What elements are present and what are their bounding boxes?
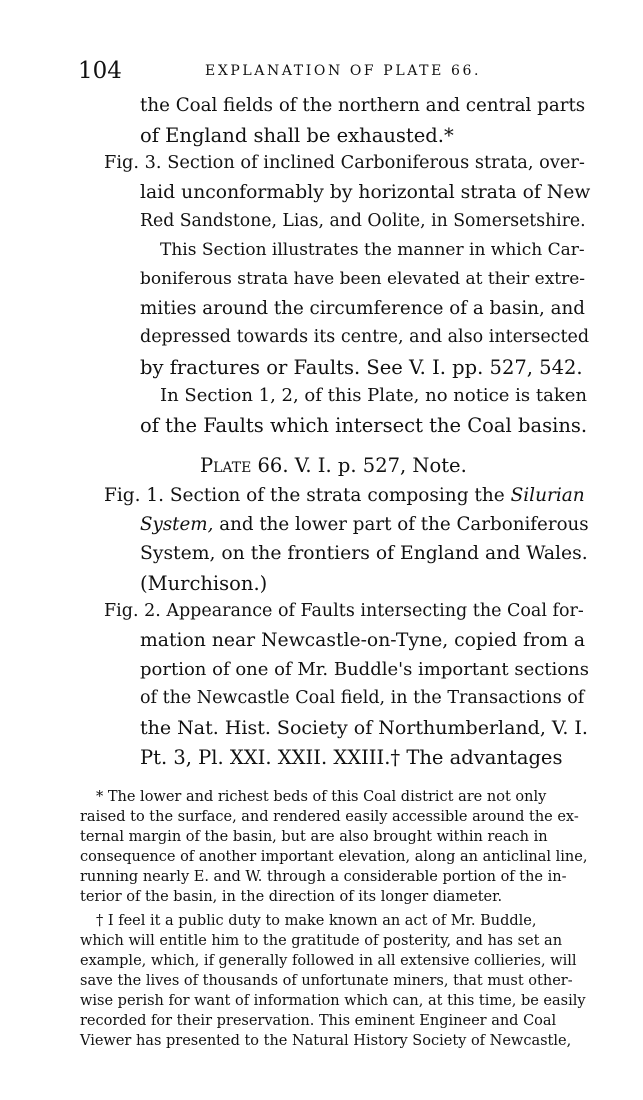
footnote-line: Viewer has presented to the Natural History Society of Newcastle,: [80, 1033, 572, 1049]
fig2-line: portion of one of Mr. Buddle's important sections: [140, 659, 589, 680]
plate-word: Plate: [200, 454, 252, 477]
running-title: EXPLANATION OF PLATE 66.: [205, 63, 482, 79]
page-number: 104: [78, 58, 122, 84]
fig1-line: [140, 516, 589, 534]
fig1-text: Fig. 1. Section of the strata composing the: [104, 485, 511, 506]
fig3-line: boniferous strata have been elevated at their extre-: [140, 269, 586, 289]
fig1-line: System, on the frontiers of England and Wales.: [140, 543, 588, 564]
footnote-line: * The lower and richest beds of this Coal district are not only: [96, 789, 547, 805]
footnote-line: recorded for their preservation. This eminent Engineer and Coal: [80, 1013, 557, 1029]
footnote-line: consequence of another important elevation, along an anticlinal line,: [80, 849, 588, 865]
fig2-line: the Nat. Hist. Society of Northumberland, V. I.: [140, 717, 588, 739]
fig3-line: Fig. 3. Section of inclined Carboniferous strata, over-: [104, 153, 585, 173]
body-line: of England shall be exhausted.*: [140, 124, 454, 147]
fig3-line: laid unconformably by horizontal strata of New: [140, 182, 591, 203]
fig2-line: of the Newcastle Coal field, in the Transactions of: [140, 688, 585, 708]
fig3-line: mities around the circumference of a basin, and: [140, 298, 585, 319]
page-header: [0, 58, 643, 88]
fig1-line: [104, 487, 585, 506]
fig2-line: Fig. 2. Appearance of Faults intersecting the Coal for-: [104, 601, 584, 621]
footnote-line: † I feel it a public duty to make known an act of Mr. Buddle,: [96, 913, 537, 929]
body-line: the Coal fields of the northern and central parts: [140, 95, 586, 116]
fig3-line: Red Sandstone, Lias, and Oolite, in Somersetshire.: [140, 211, 586, 231]
plate-heading: [200, 456, 467, 476]
fig3-line: depressed towards its centre, and also intersected: [140, 327, 590, 347]
fig1-line: (Murchison.): [140, 572, 268, 595]
fig1-text: and the lower part of the Carboniferous: [213, 514, 589, 535]
footnote-line: example, which, if generally followed in all extensive collieries, will: [80, 953, 577, 969]
fig1-italic: System,: [140, 514, 214, 535]
fig2-line: mation near Newcastle-on-Tyne, copied from a: [140, 630, 586, 651]
fig3-line: This Section illustrates the manner in which Car-: [160, 240, 585, 260]
footnote-line: save the lives of thousands of unfortunate miners, that must other-: [80, 973, 573, 989]
footnote-line: raised to the surface, and rendered easily accessible around the ex-: [80, 809, 579, 825]
footnote-line: which will entitle him to the gratitude of posterity, and has set an: [80, 933, 563, 949]
footnote-line: running nearly E. and W. through a considerable portion of the in-: [80, 869, 567, 885]
plate-heading-rest: 66. V. I. p. 527, Note.: [251, 454, 467, 477]
fig1-italic: Silurian: [510, 485, 585, 506]
fig3-line: of the Faults which intersect the Coal basins.: [140, 414, 588, 437]
footnote-line: ternal margin of the basin, but are also brought within reach in: [80, 829, 548, 845]
footnote-line: wise perish for want of information which can, at this time, be easily: [80, 993, 586, 1009]
footnote-line: terior of the basin, in the direction of its longer diameter.: [80, 889, 503, 905]
fig2-line: Pt. 3, Pl. XXI. XXII. XXIII.† The advantages: [140, 746, 563, 769]
fig3-line: by fractures or Faults. See V. I. pp. 527, 542.: [140, 356, 583, 379]
fig3-line: In Section 1, 2, of this Plate, no notice is taken: [160, 385, 587, 406]
